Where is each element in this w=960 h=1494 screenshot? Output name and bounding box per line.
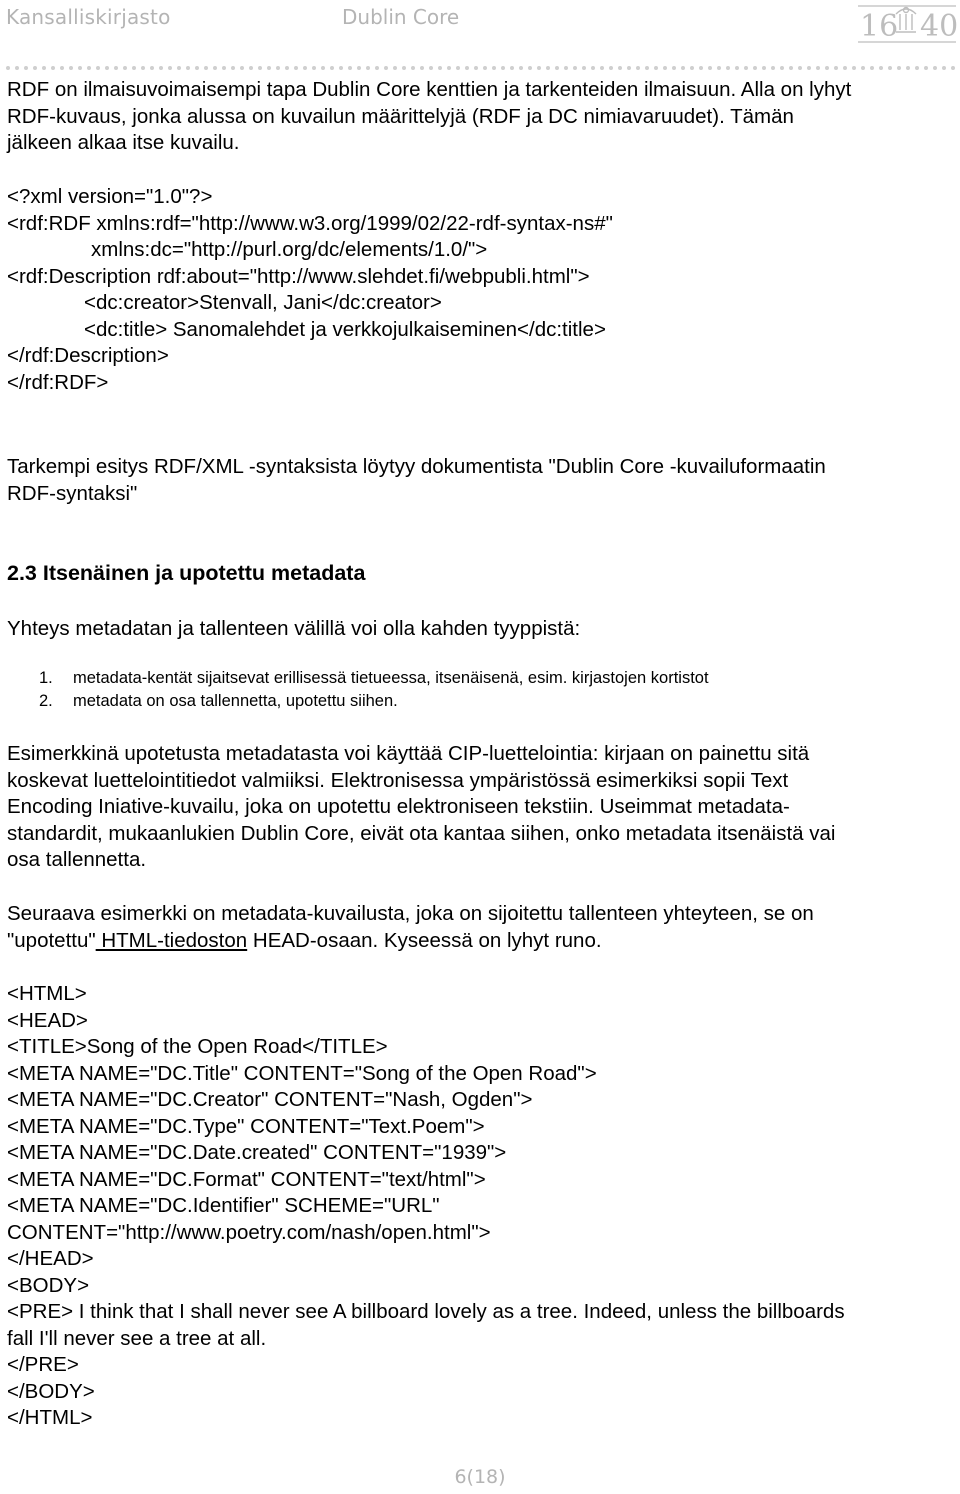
header-title: Dublin Core <box>342 5 460 29</box>
code-line: <META NAME="DC.Format" CONTENT="text/html"> <box>7 1167 486 1191</box>
code-line: <rdf:RDF xmlns:rdf="http://www.w3.org/1999/02/22-rdf-syntax-ns#" <box>7 211 613 235</box>
list-item <box>7 667 709 690</box>
code-line: </BODY> <box>7 1379 95 1403</box>
code-line: <META NAME="DC.Identifier" SCHEME="URL" <box>7 1194 440 1217</box>
reference-line: RDF-syntaksi" <box>7 481 138 505</box>
code-line: <META NAME="DC.Date.created" CONTENT="1939"> <box>7 1141 507 1164</box>
code-line: CONTENT="http://www.poetry.com/nash/open.html"> <box>7 1220 491 1244</box>
header-organization: Kansalliskirjasto <box>6 5 171 29</box>
code-line: <HEAD> <box>7 1008 88 1032</box>
section-intro: Yhteys metadatan ja tallenteen välillä voi olla kahden tyyppistä: <box>7 617 581 640</box>
code-line: xmlns:dc="http://purl.org/dc/elements/1.0/"> <box>91 238 488 261</box>
text-span: HEAD-osaan. Kyseessä on lyhyt runo. <box>247 928 602 952</box>
page-number: 6(18) <box>454 1466 506 1488</box>
code-line: <TITLE>Song of the Open Road</TITLE> <box>7 1035 388 1058</box>
html-code-example <box>7 981 845 1432</box>
paragraph-line: Seuraava esimerkki on metadata-kuvailusta, joka on sijoitettu tallenteen yhteyteen, se on <box>7 902 814 925</box>
list-item <box>7 690 709 713</box>
code-line: </PRE> <box>7 1353 79 1376</box>
code-line: <BODY> <box>7 1273 90 1297</box>
rdf-code-example <box>7 184 613 396</box>
paragraph-line: standardit, mukaanlukien Dublin Core, eivät ota kantaa siihen, onko metadata itsenäistä vai <box>7 821 836 845</box>
reference-line: Tarkempi esitys RDF/XML -syntaksista löytyy dokumentista "Dublin Core -kuvailuformaatin <box>7 455 826 478</box>
reference-paragraph <box>7 454 826 507</box>
code-line: <META NAME="DC.Type" CONTENT="Text.Poem"> <box>7 1114 485 1138</box>
code-line: <?xml version="1.0"?> <box>7 185 213 208</box>
paragraph-line <box>7 928 814 955</box>
code-line: </HEAD> <box>7 1247 94 1270</box>
text-span: "upotettu" <box>7 928 96 952</box>
list-number: 2. <box>39 691 53 710</box>
list-text: metadata on osa tallennetta, upotettu siihen. <box>73 691 398 710</box>
anniversary-logo <box>852 0 960 46</box>
list-number: 1. <box>39 669 53 687</box>
code-line: <rdf:Description rdf:about="http://www.slehdet.fi/webpubli.html"> <box>7 264 590 288</box>
code-line: </HTML> <box>7 1406 93 1429</box>
header-dotted-divider <box>4 64 958 72</box>
code-line: <PRE> I think that I shall never see A billboard lovely as a tree. Indeed, unless the billboards <box>7 1300 845 1323</box>
intro-line: RDF-kuvaus, jonka alussa on kuvailun määrittelyjä (RDF ja DC nimiavaruudet). Tämän <box>7 104 794 128</box>
paragraph-line: koskevat luettelointitiedot valmiiksi. Elektronisessa ympäristössä esimerkiksi sopii Text <box>7 768 789 792</box>
intro-paragraph <box>7 77 851 157</box>
section-heading: 2.3 Itsenäinen ja upotettu metadata <box>7 561 366 585</box>
paragraph-line: Encoding Iniative-kuvailu, joka on upotettu elektroniseen tekstiin. Useimmat metadata- <box>7 795 790 818</box>
code-line: <dc:creator>Stenvall, Jani</dc:creator> <box>84 291 442 314</box>
html-file-link[interactable]: HTML-tiedoston <box>95 928 248 952</box>
logo-text-left: 16 <box>860 9 899 44</box>
code-line: </rdf:RDF> <box>7 370 109 394</box>
embedded-metadata-paragraph <box>7 741 835 874</box>
paragraph-line: Esimerkkinä upotetusta metadatasta voi käyttää CIP-luettelointia: kirjaan on painettu sitä <box>7 742 810 765</box>
code-line: </rdf:Description> <box>7 344 169 367</box>
code-line: <META NAME="DC.Title" CONTENT="Song of the Open Road"> <box>7 1061 597 1085</box>
intro-line: jälkeen alkaa itse kuvailu. <box>7 131 240 154</box>
code-line: fall I'll never see a tree at all. <box>7 1326 267 1350</box>
code-line: <META NAME="DC.Creator" CONTENT="Nash, Ogden"> <box>7 1088 533 1111</box>
page-header <box>0 0 960 60</box>
paragraph-line: osa tallennetta. <box>7 848 147 871</box>
code-line: <HTML> <box>7 982 87 1005</box>
list-text: metadata-kentät sijaitsevat erillisessä tietueessa, itsenäisenä, esim. kirjastojen kortistot <box>73 669 709 687</box>
code-line: <dc:title> Sanomalehdet ja verkkojulkaiseminen</dc:title> <box>84 317 606 341</box>
numbered-list <box>7 667 709 712</box>
example-paragraph <box>7 901 814 954</box>
intro-line: RDF on ilmaisuvoimaisempi tapa Dublin Core kenttien ja tarkenteiden ilmaisuun. Alla on lyhyt <box>7 78 852 101</box>
logo-text-right: 40 <box>920 9 959 44</box>
